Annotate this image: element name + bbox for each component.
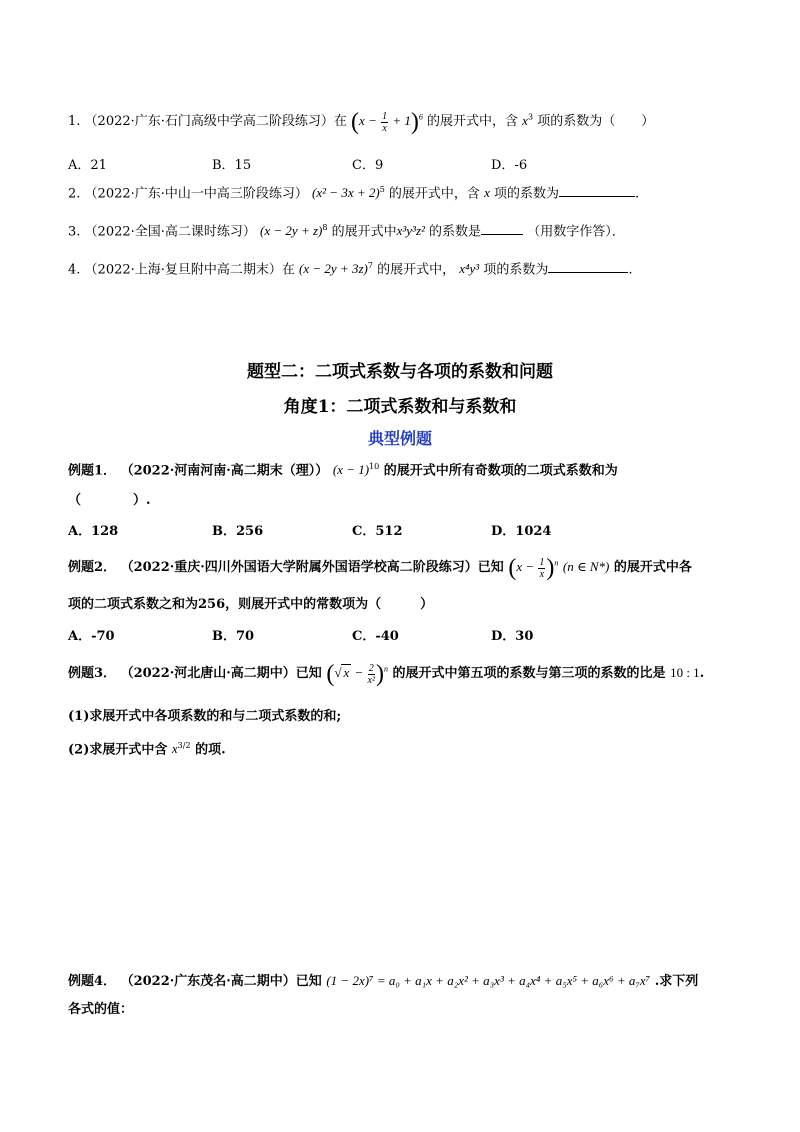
math-expression: (x − $\frac{1}{x}$ + 1)$^6$ xyxy=(351,109,423,135)
option: B．70 xyxy=(212,629,255,644)
example-3: 例题3． （2022·河北唐山·高二期中）已知 (√ x − $\frac{2}{\text{x²}}$ )$^n$ 的展开式中第五项的系数与第三项的系数的比是 10 : 1. xyxy=(68,661,705,687)
option: A．128 xyxy=(68,524,119,539)
option: C．-40 xyxy=(352,629,399,644)
option: D．-6 xyxy=(491,158,528,173)
section-label: 典型例题 xyxy=(367,429,432,448)
example-3-part1: (1)求展开式中各项系数的和与二项式系数的和; xyxy=(68,709,342,724)
question-4: 4. （2022·上海·复旦附中高二期末）在 $(x - 2y + 3z)^7$ 的展开式中， x⁴y³ 项的系数为 . xyxy=(68,261,633,278)
option: A．-70 xyxy=(68,629,115,644)
example-1-paren: （ ）. xyxy=(68,493,151,508)
section-subtitle: 角度1：二项式系数和与系数和 xyxy=(283,397,517,417)
option: C．512 xyxy=(352,524,403,539)
option: B．15 xyxy=(212,158,252,173)
example-4-line2: 各式的值： xyxy=(68,1002,134,1017)
example-4: 例题4． （2022·广东茂名·高二期中）已知 (1 − 2x)⁷ = a₀ + a₁x + a₂x² + a₃x³ + a₄x⁴ + a₅x⁵ + a₆x⁶ + a₇x⁷ .求下列 xyxy=(68,973,699,989)
option: D．30 xyxy=(491,629,534,644)
answer-blank[interactable] xyxy=(481,234,523,235)
option: A．21 xyxy=(68,158,107,173)
answer-blank[interactable] xyxy=(559,196,635,197)
example-1: 例题1． （2022·河南河南·高二期末（理）） $(x - 1)^{10}$ 的展开式中所有奇数项的二项式系数和为 xyxy=(68,462,618,479)
math-expression: (√ x − $\frac{2}{\text{x²}}$ )$^n$ xyxy=(326,661,388,687)
section-title: 题型二：二项式系数与各项的系数和问题 xyxy=(247,362,553,382)
question-3: 3. （2022·全国·高二课时练习） $(x - 2y + z)^8$ 的展开式中x³y³z² 的系数是 （用数字作答）． xyxy=(68,223,625,240)
example-2-line2: 项的二项式系数之和为256，则展开式中的常数项为（ ） xyxy=(68,597,434,612)
option: C．9 xyxy=(352,158,384,173)
example-2: 例题2． （2022·重庆·四川外国语大学附属外国语学校高二阶段练习）已知 (x − $\frac{1}{x}$ )$^n$ (n ∈ N*) 的展开式中各 xyxy=(68,555,692,581)
example-3-part2: (2)求展开式中含 $x^{3/2}$ 的项. xyxy=(68,741,226,758)
question-1: 1. （2022·广东·石门高级中学高二阶段练习）在 (x − $\frac{1}{x}$ + 1)$^6$ 的展开式中，含 $x^3$ 项的系数为（ ） xyxy=(68,109,655,135)
option: B．256 xyxy=(212,524,264,539)
answer-blank[interactable] xyxy=(548,272,628,273)
math-expression: (x − $\frac{1}{x}$ )$^n$ xyxy=(508,555,559,581)
question-2: 2. （2022·广东·中山一中高三阶段练习） $(x^2 - 3x + 2)^5$ 的展开式中，含 x 项的系数为 . xyxy=(68,185,640,202)
option: D．1024 xyxy=(491,524,552,539)
